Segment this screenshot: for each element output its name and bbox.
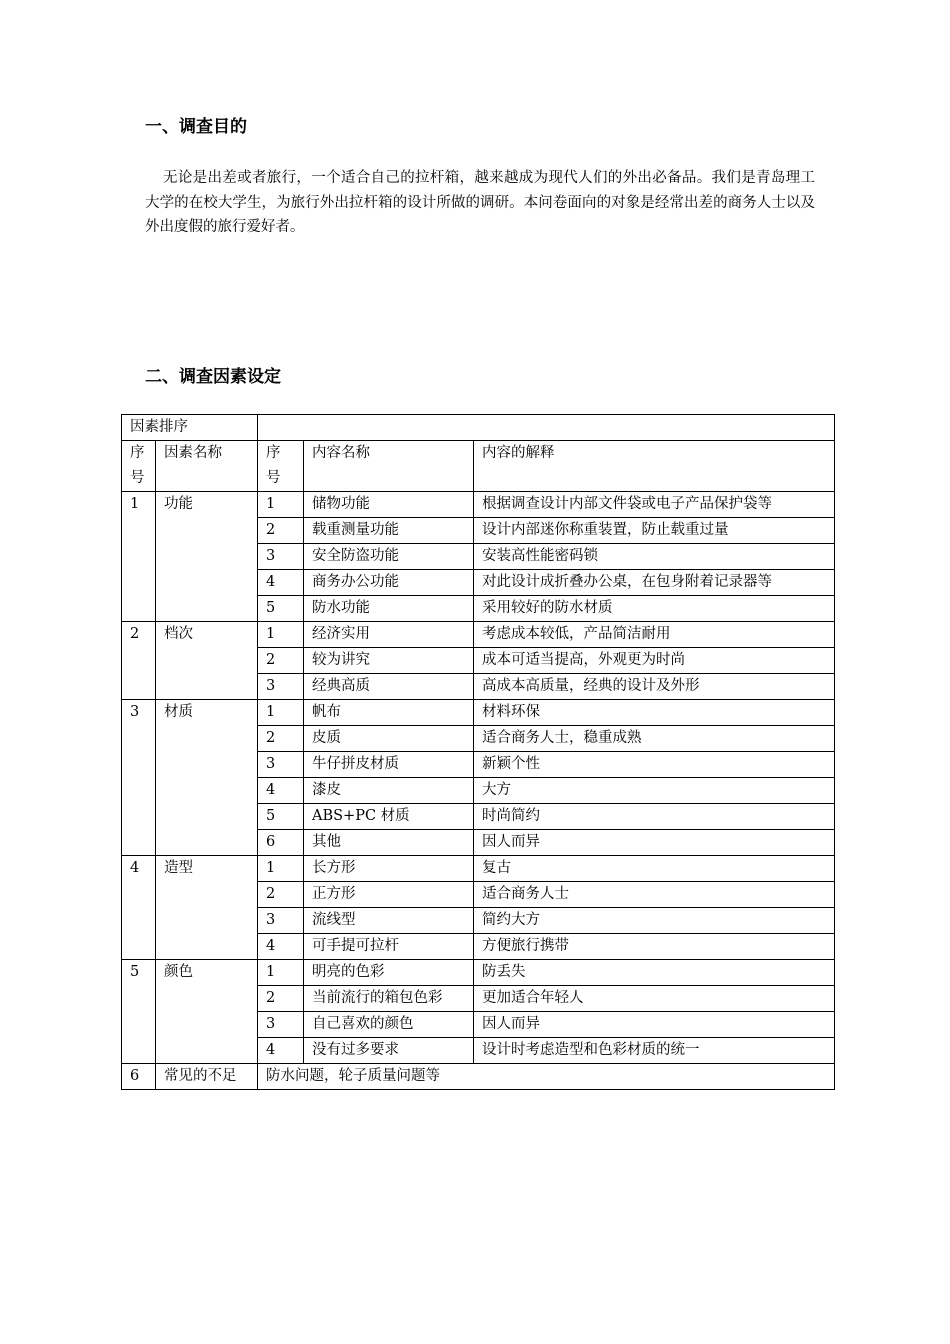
content-seq-cell: 2 [258, 648, 304, 674]
content-desc-cell: 设计时考虑造型和色彩材质的统一 [474, 1038, 835, 1064]
factor-name-cell: 常见的不足 [156, 1064, 258, 1090]
content-name-cell: 明亮的色彩 [304, 960, 474, 986]
content-name-cell: 牛仔拼皮材质 [304, 752, 474, 778]
factor-name-cell: 功能 [156, 492, 258, 622]
factor-seq-cell: 2 [122, 622, 156, 700]
content-name-cell: 其他 [304, 830, 474, 856]
content-name-cell: ABS+PC 材质 [304, 804, 474, 830]
content-seq-cell: 1 [258, 622, 304, 648]
content-desc-cell: 方便旅行携带 [474, 934, 835, 960]
content-name-cell: 较为讲究 [304, 648, 474, 674]
content-desc-cell: 简约大方 [474, 908, 835, 934]
content-name-cell: 流线型 [304, 908, 474, 934]
content-desc-cell: 防丢失 [474, 960, 835, 986]
content-name-cell: 经典高质 [304, 674, 474, 700]
content-desc-cell: 设计内部迷你称重装置，防止载重过量 [474, 518, 835, 544]
factor-name-cell: 材质 [156, 700, 258, 856]
content-name-cell: 安全防盗功能 [304, 544, 474, 570]
table-row [122, 492, 835, 518]
purpose-paragraph: 无论是出差或者旅行，一个适合自己的拉杆箱，越来越成为现代人们的外出必备品。我们是青岛理工大学的在校大学生，为旅行外出拉杆箱的设计所做的调研。本问卷面向的对象是经常出差的商务人士以及外出度假的旅行爱好者。 [145, 170, 815, 235]
section-title-factors: 二、调查因素设定 [145, 367, 281, 387]
content-name-cell: 可手提可拉杆 [304, 934, 474, 960]
content-name-cell: 皮质 [304, 726, 474, 752]
header-factor-name: 因素名称 [156, 441, 258, 492]
content-name-cell: 储物功能 [304, 492, 474, 518]
content-seq-cell: 1 [258, 492, 304, 518]
content-desc-cell: 更加适合年轻人 [474, 986, 835, 1012]
table-row [122, 960, 835, 986]
content-name-cell: 漆皮 [304, 778, 474, 804]
header-seq: 序 号 [122, 441, 156, 492]
content-desc-cell: 复古 [474, 856, 835, 882]
content-desc-cell: 因人而异 [474, 1012, 835, 1038]
content-name-cell: 经济实用 [304, 622, 474, 648]
content-seq-cell: 5 [258, 596, 304, 622]
header-content-desc: 内容的解释 [474, 441, 835, 492]
factor-name-cell: 造型 [156, 856, 258, 960]
content-desc-cell: 成本可适当提高，外观更为时尚 [474, 648, 835, 674]
header-sub-seq: 序 号 [258, 441, 304, 492]
content-desc-cell: 根据调查设计内部文件袋或电子产品保护袋等 [474, 492, 835, 518]
content-seq-cell: 1 [258, 960, 304, 986]
content-seq-cell: 1 [258, 700, 304, 726]
table-row [122, 700, 835, 726]
content-seq-cell: 4 [258, 1038, 304, 1064]
content-seq-cell: 4 [258, 934, 304, 960]
factor-seq-cell: 4 [122, 856, 156, 960]
factor-name-cell: 颜色 [156, 960, 258, 1064]
content-name-cell: 当前流行的箱包色彩 [304, 986, 474, 1012]
factors-table [121, 414, 835, 1090]
content-seq-cell: 6 [258, 830, 304, 856]
table-header-row [122, 441, 835, 492]
content-desc-cell: 时尚简约 [474, 804, 835, 830]
content-desc-cell: 采用较好的防水材质 [474, 596, 835, 622]
content-name-cell: 没有过多要求 [304, 1038, 474, 1064]
content-desc-cell: 大方 [474, 778, 835, 804]
header-content-name: 内容名称 [304, 441, 474, 492]
table-caption-row [122, 415, 835, 441]
content-seq-cell: 2 [258, 986, 304, 1012]
factor-seq-cell: 3 [122, 700, 156, 856]
content-desc-cell: 适合商务人士，稳重成熟 [474, 726, 835, 752]
factor-seq-cell: 5 [122, 960, 156, 1064]
content-desc-cell: 因人而异 [474, 830, 835, 856]
content-seq-cell: 3 [258, 1012, 304, 1038]
content-seq-cell: 3 [258, 908, 304, 934]
content-seq-cell: 1 [258, 856, 304, 882]
content-name-cell: 商务办公功能 [304, 570, 474, 596]
content-name-cell: 帆布 [304, 700, 474, 726]
content-seq-cell: 3 [258, 752, 304, 778]
content-desc-cell: 防水问题，轮子质量问题等 [258, 1064, 835, 1090]
section-title-purpose: 一、调查目的 [145, 117, 247, 137]
content-seq-cell: 4 [258, 778, 304, 804]
content-name-cell: 长方形 [304, 856, 474, 882]
content-desc-cell: 安装高性能密码锁 [474, 544, 835, 570]
factor-seq-cell: 1 [122, 492, 156, 622]
content-desc-cell: 材料环保 [474, 700, 835, 726]
table-caption: 因素排序 [122, 415, 258, 441]
content-seq-cell: 2 [258, 518, 304, 544]
content-name-cell: 载重测量功能 [304, 518, 474, 544]
content-name-cell: 自己喜欢的颜色 [304, 1012, 474, 1038]
factor-seq-cell: 6 [122, 1064, 156, 1090]
content-seq-cell: 3 [258, 544, 304, 570]
content-seq-cell: 2 [258, 882, 304, 908]
content-seq-cell: 5 [258, 804, 304, 830]
content-desc-cell: 新颖个性 [474, 752, 835, 778]
content-desc-cell: 对此设计成折叠办公桌，在包身附着记录器等 [474, 570, 835, 596]
content-seq-cell: 3 [258, 674, 304, 700]
table-row [122, 1064, 835, 1090]
table-row [122, 856, 835, 882]
content-desc-cell: 考虑成本较低，产品简洁耐用 [474, 622, 835, 648]
content-name-cell: 防水功能 [304, 596, 474, 622]
table-row [122, 622, 835, 648]
content-desc-cell: 高成本高质量，经典的设计及外形 [474, 674, 835, 700]
content-name-cell: 正方形 [304, 882, 474, 908]
factor-name-cell: 档次 [156, 622, 258, 700]
content-seq-cell: 2 [258, 726, 304, 752]
content-seq-cell: 4 [258, 570, 304, 596]
content-desc-cell: 适合商务人士 [474, 882, 835, 908]
